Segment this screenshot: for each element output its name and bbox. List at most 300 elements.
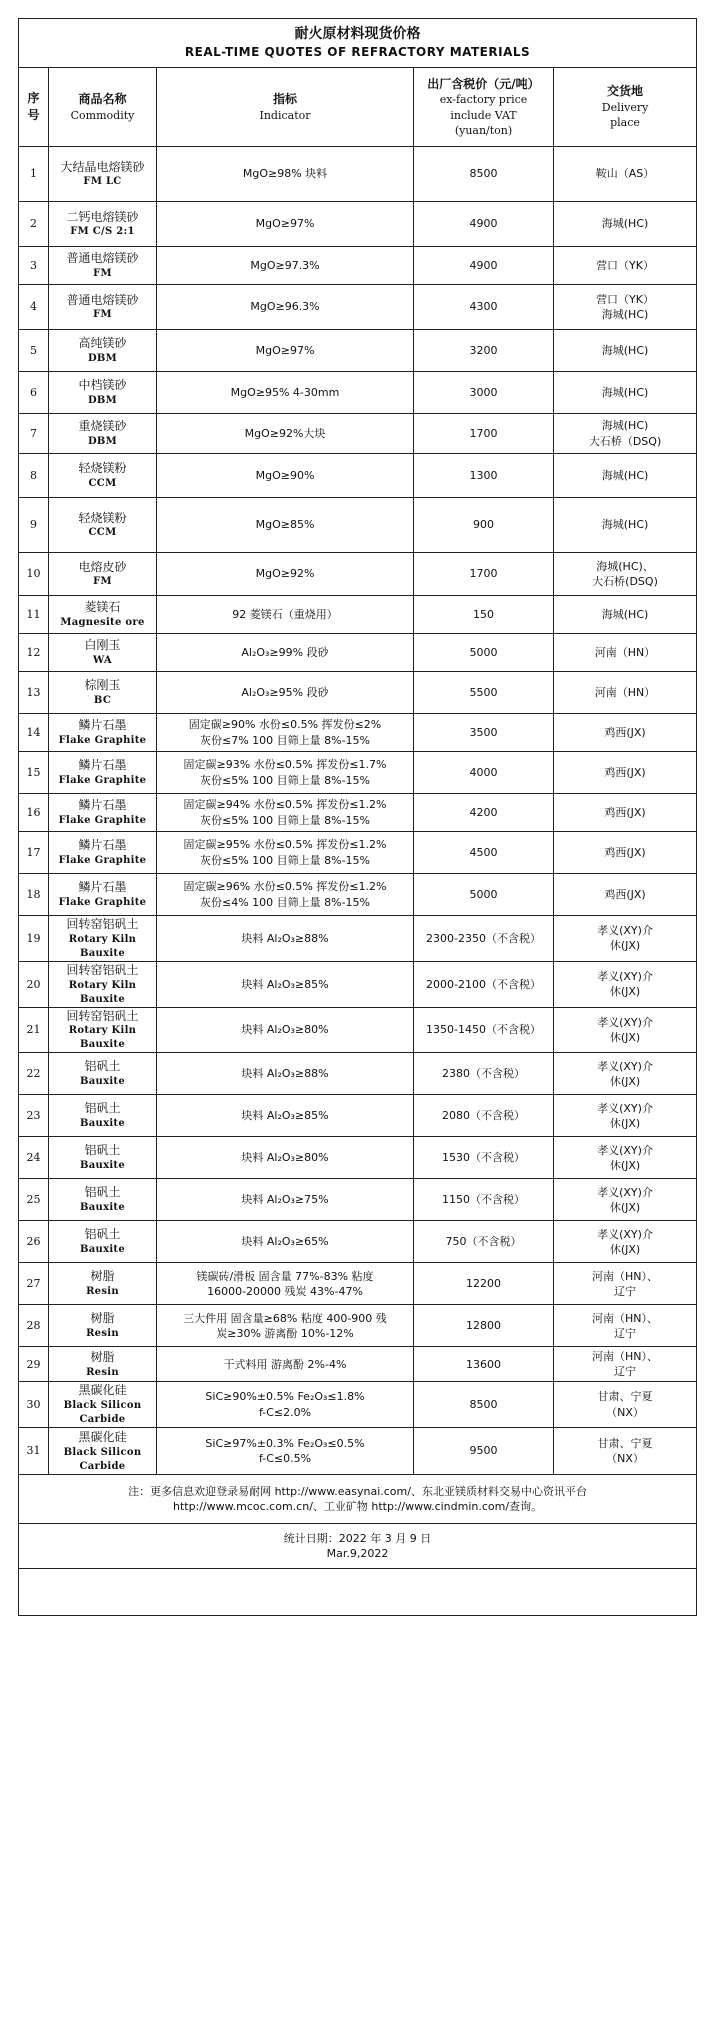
- commodity-en: FM LC: [83, 176, 122, 188]
- commodity-cell: [49, 285, 157, 330]
- row-number: 14: [19, 714, 49, 752]
- commodity-zh: 大结晶电熔镁砂: [60, 159, 145, 174]
- indicator-cell: [157, 1137, 414, 1179]
- commodity-zh: 鳞片石墨: [78, 758, 127, 773]
- price-table: [18, 18, 697, 1616]
- table-row: [19, 454, 697, 498]
- delivery-place-cell: [554, 1263, 697, 1305]
- indicator-line-2: 16000-20000 残炭 43%-47%: [207, 1284, 363, 1298]
- place-line-2: 休(JX): [609, 1074, 641, 1088]
- indicator-line-1: MgO≥97%: [255, 343, 315, 357]
- table-title: [19, 19, 697, 68]
- row-number: 27: [19, 1263, 49, 1305]
- indicator-line-1: Al₂O₃≥95% 段砂: [241, 685, 329, 699]
- commodity-en: Flake Graphite: [58, 814, 147, 826]
- price-cell: 1350-1450（不含税）: [414, 1007, 554, 1053]
- commodity-cell: [49, 1263, 157, 1305]
- table-row: [19, 1095, 697, 1137]
- row-number: 20: [19, 961, 49, 1007]
- table-row: [19, 498, 697, 553]
- commodity-cell: [49, 634, 157, 672]
- blank-row: [19, 1569, 697, 1616]
- commodity-zh: 回转窑铝矾土: [66, 962, 139, 977]
- price-cell: 5000: [414, 874, 554, 916]
- commodity-cell: [49, 1428, 157, 1475]
- place-line-1: 鸡西(JX): [604, 725, 646, 739]
- row-number: 12: [19, 634, 49, 672]
- table-row: [19, 1263, 697, 1305]
- place-line-1: 海城(HC): [601, 518, 649, 532]
- indicator-line-2: f-C≤0.5%: [258, 1452, 312, 1466]
- indicator-cell: [157, 1428, 414, 1475]
- indicator-line-1: MgO≥92%: [255, 567, 315, 581]
- commodity-zh: 回转窑铝矾土: [66, 917, 139, 931]
- indicator-line-1: 块料 Al₂O₃≥80%: [241, 1023, 329, 1037]
- indicator-line-1: 固定碳≥95% 水份≤0.5% 挥发份≤1.2%: [183, 838, 387, 852]
- indicator-cell: [157, 714, 414, 752]
- delivery-place-cell: [554, 714, 697, 752]
- table-row: [19, 752, 697, 794]
- delivery-place-cell: [554, 1382, 697, 1428]
- place-line-2: 辽宁: [614, 1326, 637, 1340]
- delivery-place-cell: [554, 1007, 697, 1053]
- row-number: 13: [19, 672, 49, 714]
- price-cell: 1530（不含税）: [414, 1137, 554, 1179]
- row-number: 24: [19, 1137, 49, 1179]
- delivery-place-cell: [554, 1347, 697, 1382]
- commodity-cell: [49, 372, 157, 414]
- delivery-place-cell: [554, 553, 697, 596]
- row-number: 5: [19, 330, 49, 372]
- row-number: 7: [19, 414, 49, 454]
- row-number: 18: [19, 874, 49, 916]
- price-cell: 13600: [414, 1347, 554, 1382]
- indicator-cell: [157, 1347, 414, 1382]
- date-en: Mar.9,2022: [326, 1547, 389, 1561]
- commodity-zh: 电熔皮砂: [78, 559, 127, 574]
- commodity-en: Flake Graphite: [58, 896, 147, 908]
- place-line-1: 海城(HC): [601, 419, 649, 433]
- commodity-en: Resin: [86, 1328, 119, 1340]
- commodity-zh: 鳞片石墨: [78, 798, 127, 813]
- indicator-line-1: SiC≥90%±0.5% Fe₂O₃≤1.8%: [205, 1390, 365, 1404]
- price-cell: 4900: [414, 202, 554, 247]
- commodity-zh: 铝矾土: [84, 1101, 121, 1116]
- price-cell: 3000: [414, 372, 554, 414]
- place-line-2: 休(JX): [609, 1242, 641, 1256]
- place-line-1: 鞍山（AS）: [595, 167, 655, 181]
- commodity-en: Resin: [86, 1286, 119, 1298]
- commodity-cell: [49, 1137, 157, 1179]
- commodity-zh: 铝矾土: [84, 1185, 121, 1200]
- commodity-cell: [49, 1095, 157, 1137]
- price-cell: 2300-2350（不含税）: [414, 916, 554, 962]
- row-number: 3: [19, 247, 49, 285]
- title-zh: 耐火原材料现货价格: [294, 25, 421, 42]
- indicator-cell: [157, 1263, 414, 1305]
- place-line-1: 河南（HN）、: [592, 1269, 659, 1283]
- blank-cell: [19, 1569, 697, 1616]
- commodity-cell: [49, 874, 157, 916]
- price-cell: 2000-2100（不含税）: [414, 961, 554, 1007]
- indicator-cell: [157, 1305, 414, 1347]
- indicator-cell: [157, 961, 414, 1007]
- header-indicator: 指标 Indicator: [157, 68, 414, 147]
- table-row: [19, 1137, 697, 1179]
- indicator-line-1: MgO≥95% 4-30mm: [230, 385, 340, 399]
- commodity-en: BC: [93, 694, 112, 706]
- table-row: [19, 794, 697, 832]
- commodity-zh: 黑碳化硅: [78, 1383, 127, 1398]
- table-row: [19, 714, 697, 752]
- price-cell: 5000: [414, 634, 554, 672]
- price-cell: 5500: [414, 672, 554, 714]
- indicator-line-1: MgO≥85%: [255, 518, 315, 532]
- commodity-en: Rotary Kiln Bauxite: [68, 979, 137, 1005]
- commodity-en: WA: [93, 654, 112, 666]
- place-line-1: 孝义(XY)介: [597, 1015, 653, 1029]
- note-line-2: http://www.mcoc.com.cn/、工业矿物 http://www.cindmin.com/查询。: [172, 1500, 543, 1514]
- commodity-en: Rotary Kiln Bauxite: [68, 1025, 137, 1051]
- table-row: [19, 1179, 697, 1221]
- commodity-zh: 铝矾土: [84, 1059, 121, 1074]
- indicator-line-1: 固定碳≥96% 水份≤0.5% 挥发份≤1.2%: [183, 880, 387, 894]
- indicator-cell: [157, 794, 414, 832]
- commodity-en: Black Silicon Carbide: [63, 1446, 142, 1472]
- row-number: 11: [19, 596, 49, 634]
- commodity-zh: 铝矾土: [84, 1143, 121, 1158]
- delivery-place-cell: [554, 498, 697, 553]
- indicator-line-1: 固定碳≥90% 水份≤0.5% 挥发份≤2%: [188, 718, 382, 732]
- delivery-place-cell: [554, 1305, 697, 1347]
- commodity-cell: [49, 202, 157, 247]
- place-line-2: 休(JX): [609, 1158, 641, 1172]
- indicator-cell: [157, 147, 414, 202]
- place-line-1: 孝义(XY)介: [597, 924, 653, 937]
- indicator-cell: [157, 454, 414, 498]
- indicator-cell: [157, 414, 414, 454]
- commodity-cell: [49, 553, 157, 596]
- date-row: [19, 1524, 697, 1569]
- delivery-place-cell: [554, 794, 697, 832]
- place-line-2: 休(JX): [609, 939, 641, 953]
- price-cell: 4200: [414, 794, 554, 832]
- table-row: [19, 414, 697, 454]
- commodity-en: Rotary Kiln Bauxite: [68, 933, 137, 959]
- indicator-line-1: 块料 Al₂O₃≥88%: [241, 1067, 329, 1081]
- price-cell: 900: [414, 498, 554, 553]
- date-cell: [19, 1524, 697, 1569]
- indicator-line-2: 灰份≤5% 100 目筛上量 8%-15%: [199, 773, 371, 787]
- place-line-1: 海城(HC): [601, 468, 649, 482]
- header-no: 序号: [19, 68, 49, 147]
- commodity-zh: 鳞片石墨: [78, 880, 127, 895]
- indicator-line-2: 炭≥30% 游离酚 10%-12%: [216, 1326, 354, 1340]
- table-row: [19, 1382, 697, 1428]
- indicator-cell: [157, 553, 414, 596]
- table-row: [19, 1347, 697, 1382]
- delivery-place-cell: [554, 634, 697, 672]
- table-row: [19, 916, 697, 962]
- indicator-cell: [157, 596, 414, 634]
- indicator-line-1: 三大件用 固含量≥68% 粘度 400-900 残: [183, 1311, 387, 1325]
- table-title-row: [19, 19, 697, 68]
- delivery-place-cell: [554, 672, 697, 714]
- commodity-en: CCM: [88, 477, 117, 489]
- header-delivery-place: 交货地 Delivery place: [554, 68, 697, 147]
- commodity-cell: [49, 752, 157, 794]
- commodity-cell: [49, 147, 157, 202]
- price-cell: 2080（不含税）: [414, 1095, 554, 1137]
- place-line-2: 休(JX): [609, 1030, 641, 1044]
- commodity-cell: [49, 1382, 157, 1428]
- commodity-zh: 树脂: [90, 1311, 115, 1326]
- price-cell: 4500: [414, 832, 554, 874]
- indicator-cell: [157, 498, 414, 553]
- delivery-place-cell: [554, 202, 697, 247]
- table-row: [19, 553, 697, 596]
- indicator-cell: [157, 1007, 414, 1053]
- indicator-line-2: 灰份≤7% 100 目筛上量 8%-15%: [199, 733, 371, 747]
- note-row: [19, 1475, 697, 1524]
- row-number: 8: [19, 454, 49, 498]
- indicator-line-1: 块料 Al₂O₃≥80%: [241, 1151, 329, 1165]
- commodity-en: Flake Graphite: [58, 774, 147, 786]
- place-line-2: 大石桥(DSQ): [592, 575, 658, 588]
- table-row: [19, 1221, 697, 1263]
- indicator-cell: [157, 1382, 414, 1428]
- price-cell: 2380（不含税）: [414, 1053, 554, 1095]
- place-line-1: 海城(HC): [601, 217, 649, 231]
- indicator-cell: [157, 832, 414, 874]
- commodity-zh: 轻烧镁粉: [78, 461, 127, 476]
- indicator-line-1: 块料 Al₂O₃≥85%: [241, 977, 329, 991]
- place-line-1: 河南（HN）、: [592, 1350, 659, 1363]
- commodity-zh: 鳞片石墨: [78, 718, 127, 733]
- commodity-en: DBM: [87, 435, 118, 447]
- commodity-en: CCM: [88, 527, 117, 539]
- commodity-zh: 轻烧镁粉: [78, 510, 127, 525]
- commodity-cell: [49, 1179, 157, 1221]
- price-cell: 1150（不含税）: [414, 1179, 554, 1221]
- row-number: 30: [19, 1382, 49, 1428]
- place-line-1: 甘肃、宁夏: [597, 1436, 653, 1450]
- commodity-cell: [49, 916, 157, 962]
- place-line-1: 营口（YK）: [596, 292, 654, 306]
- commodity-en: FM: [93, 576, 112, 588]
- commodity-cell: [49, 247, 157, 285]
- commodity-cell: [49, 1007, 157, 1053]
- delivery-place-cell: [554, 1428, 697, 1475]
- commodity-en: Bauxite: [79, 1244, 126, 1256]
- row-number: 28: [19, 1305, 49, 1347]
- row-number: 23: [19, 1095, 49, 1137]
- indicator-line-1: 块料 Al₂O₃≥88%: [241, 931, 329, 945]
- row-number: 25: [19, 1179, 49, 1221]
- commodity-cell: [49, 414, 157, 454]
- commodity-cell: [49, 1053, 157, 1095]
- commodity-zh: 黑碳化硅: [78, 1429, 127, 1444]
- indicator-cell: [157, 752, 414, 794]
- indicator-cell: [157, 247, 414, 285]
- place-line-1: 甘肃、宁夏: [597, 1390, 653, 1404]
- commodity-en: Black Silicon Carbide: [63, 1400, 142, 1426]
- price-cell: 12800: [414, 1305, 554, 1347]
- indicator-cell: [157, 1095, 414, 1137]
- place-line-2: 海城(HC): [601, 308, 649, 321]
- row-number: 19: [19, 916, 49, 962]
- delivery-place-cell: [554, 247, 697, 285]
- price-cell: 9500: [414, 1428, 554, 1475]
- price-cell: 1300: [414, 454, 554, 498]
- indicator-cell: [157, 202, 414, 247]
- place-line-2: 休(JX): [609, 1200, 641, 1214]
- place-line-1: 河南（HN）: [594, 685, 656, 699]
- table-row: [19, 372, 697, 414]
- place-line-1: 海城(HC)、: [596, 559, 654, 573]
- commodity-cell: [49, 794, 157, 832]
- indicator-cell: [157, 634, 414, 672]
- place-line-2: 大石桥（DSQ): [588, 434, 662, 448]
- table-row: [19, 1007, 697, 1053]
- commodity-cell: [49, 1347, 157, 1382]
- indicator-line-2: 灰份≤4% 100 目筛上量 8%-15%: [199, 895, 371, 909]
- place-line-2: （NX）: [606, 1405, 644, 1419]
- commodity-cell: [49, 832, 157, 874]
- place-line-2: 休(JX): [609, 1116, 641, 1130]
- row-number: 26: [19, 1221, 49, 1263]
- price-cell: 3500: [414, 714, 554, 752]
- table-row: [19, 1305, 697, 1347]
- indicator-line-1: 92 菱镁石（重烧用）: [232, 607, 338, 621]
- table-row: [19, 285, 697, 330]
- table-row: [19, 832, 697, 874]
- indicator-cell: [157, 672, 414, 714]
- commodity-en: FM C/S 2:1: [70, 226, 135, 238]
- indicator-cell: [157, 1179, 414, 1221]
- delivery-place-cell: [554, 752, 697, 794]
- indicator-line-1: MgO≥92%大块: [244, 426, 326, 440]
- commodity-zh: 铝矾土: [84, 1227, 121, 1242]
- row-number: 16: [19, 794, 49, 832]
- indicator-line-2: 灰份≤5% 100 目筛上量 8%-15%: [199, 853, 371, 867]
- table-row: [19, 1428, 697, 1475]
- commodity-cell: [49, 1221, 157, 1263]
- commodity-cell: [49, 330, 157, 372]
- indicator-cell: [157, 1221, 414, 1263]
- header-commodity: 商品名称 Commodity: [49, 68, 157, 147]
- price-cell: 4000: [414, 752, 554, 794]
- row-number: 6: [19, 372, 49, 414]
- row-number: 2: [19, 202, 49, 247]
- row-number: 1: [19, 147, 49, 202]
- table-row: [19, 634, 697, 672]
- indicator-line-1: Al₂O₃≥99% 段砂: [241, 645, 329, 659]
- place-line-2: 辽宁: [614, 1284, 637, 1298]
- indicator-line-1: MgO≥97%: [255, 217, 315, 231]
- commodity-cell: [49, 454, 157, 498]
- price-table-container: [18, 18, 696, 1616]
- indicator-cell: [157, 916, 414, 962]
- place-line-2: 辽宁: [614, 1365, 637, 1379]
- commodity-cell: [49, 714, 157, 752]
- table-row: [19, 596, 697, 634]
- place-line-1: 孝义(XY)介: [597, 1101, 653, 1115]
- delivery-place-cell: [554, 1095, 697, 1137]
- indicator-line-2: f-C≤2.0%: [258, 1405, 312, 1419]
- delivery-place-cell: [554, 596, 697, 634]
- indicator-cell: [157, 330, 414, 372]
- commodity-en: DBM: [87, 394, 118, 406]
- commodity-cell: [49, 596, 157, 634]
- table-row: [19, 247, 697, 285]
- indicator-line-1: 固定碳≥94% 水份≤0.5% 挥发份≤1.2%: [183, 798, 387, 812]
- place-line-1: 鸡西(JX): [604, 845, 646, 859]
- place-line-1: 河南（HN）、: [592, 1311, 659, 1325]
- commodity-zh: 树脂: [90, 1349, 115, 1364]
- commodity-en: Flake Graphite: [58, 734, 147, 746]
- row-number: 21: [19, 1007, 49, 1053]
- commodity-zh: 菱镁石: [84, 600, 121, 615]
- note-line-1: 注：更多信息欢迎登录易耐网 http://www.easynai.com/、东北亚镁质材料交易中心资讯平台: [128, 1484, 587, 1498]
- delivery-place-cell: [554, 874, 697, 916]
- delivery-place-cell: [554, 832, 697, 874]
- table-row: [19, 961, 697, 1007]
- row-number: 9: [19, 498, 49, 553]
- delivery-place-cell: [554, 1137, 697, 1179]
- price-cell: 8500: [414, 147, 554, 202]
- price-cell: 4900: [414, 247, 554, 285]
- indicator-line-1: MgO≥97.3%: [250, 258, 320, 272]
- delivery-place-cell: [554, 285, 697, 330]
- price-cell: 150: [414, 596, 554, 634]
- place-line-1: 河南（HN）: [594, 645, 656, 659]
- indicator-line-1: 块料 Al₂O₃≥75%: [241, 1193, 329, 1207]
- indicator-line-1: 镁碳砖/滑板 固含量 77%-83% 粘度: [196, 1269, 374, 1283]
- commodity-en: FM: [93, 309, 112, 321]
- commodity-cell: [49, 1305, 157, 1347]
- indicator-line-1: 干式料用 游离酚 2%-4%: [223, 1357, 347, 1371]
- delivery-place-cell: [554, 961, 697, 1007]
- place-line-1: 鸡西(JX): [604, 887, 646, 901]
- table-row: [19, 202, 697, 247]
- delivery-place-cell: [554, 1179, 697, 1221]
- row-number: 4: [19, 285, 49, 330]
- commodity-en: DBM: [87, 352, 118, 364]
- delivery-place-cell: [554, 147, 697, 202]
- commodity-zh: 普通电熔镁砂: [66, 251, 139, 266]
- commodity-en: Resin: [86, 1366, 119, 1378]
- place-line-1: 孝义(XY)介: [597, 1143, 653, 1157]
- delivery-place-cell: [554, 414, 697, 454]
- indicator-cell: [157, 372, 414, 414]
- commodity-zh: 中档镁砂: [78, 378, 127, 393]
- price-cell: 8500: [414, 1382, 554, 1428]
- indicator-line-1: 固定碳≥93% 水份≤0.5% 挥发份≤1.7%: [183, 758, 387, 772]
- price-cell: 1700: [414, 553, 554, 596]
- place-line-1: 孝义(XY)介: [597, 969, 653, 983]
- table-row: [19, 147, 697, 202]
- commodity-zh: 树脂: [90, 1269, 115, 1284]
- price-cell: 1700: [414, 414, 554, 454]
- place-line-1: 海城(HC): [601, 343, 649, 357]
- header-price: 出厂含税价（元/吨） ex-factory price include VAT (yuan/ton): [414, 68, 554, 147]
- delivery-place-cell: [554, 454, 697, 498]
- commodity-en: Bauxite: [79, 1118, 126, 1130]
- indicator-line-1: 块料 Al₂O₃≥85%: [241, 1109, 329, 1123]
- commodity-cell: [49, 498, 157, 553]
- row-number: 15: [19, 752, 49, 794]
